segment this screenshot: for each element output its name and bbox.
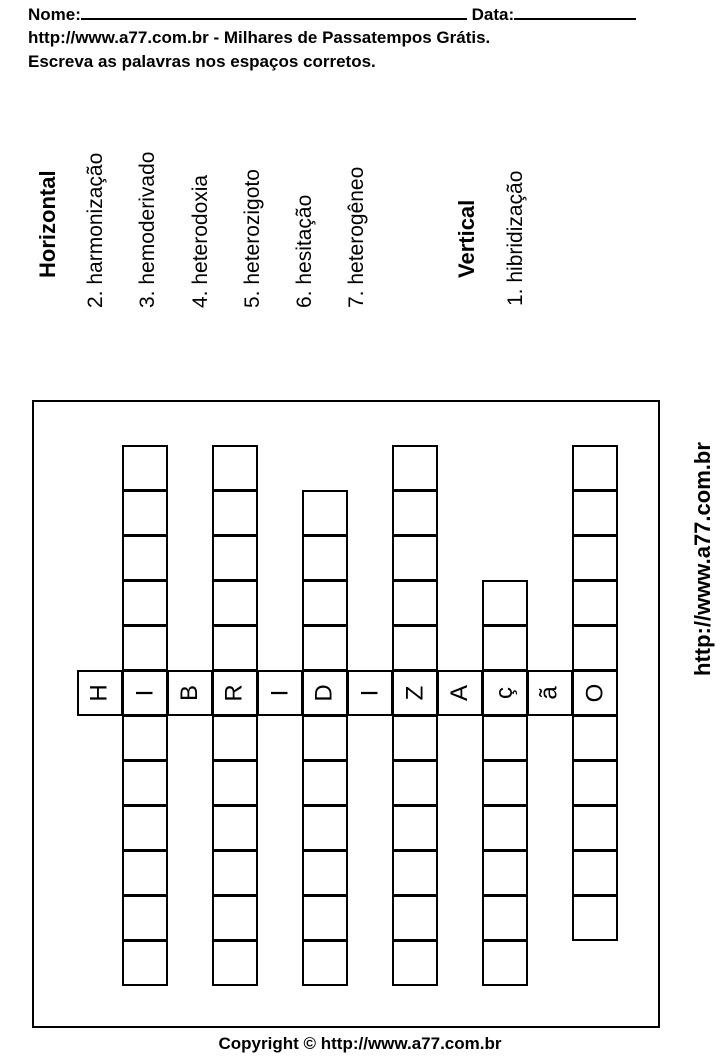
grid-cell[interactable]	[302, 805, 348, 851]
vertical-title: Vertical	[454, 199, 479, 278]
grid-cell[interactable]	[482, 805, 528, 851]
solution-cell[interactable]	[437, 670, 483, 716]
vertical-clue: 1. hibridização	[504, 170, 527, 306]
solution-letter: D	[311, 684, 338, 702]
horizontal-title: Horizontal	[35, 170, 60, 278]
name-label: Nome:	[28, 5, 81, 24]
grid-cell[interactable]	[392, 445, 438, 491]
grid-cell[interactable]	[302, 940, 348, 986]
date-label: Data:	[471, 5, 515, 24]
grid-cell[interactable]	[212, 760, 258, 806]
copyright-footer: Copyright © http://www.a77.com.br	[218, 1034, 502, 1053]
grid-cell[interactable]	[482, 895, 528, 941]
side-url: http://www.a77.com.br	[690, 442, 715, 676]
grid-cell[interactable]	[572, 850, 618, 896]
solution-letter: ã	[535, 686, 563, 700]
grid-cell[interactable]	[572, 490, 618, 536]
grid-cell[interactable]	[122, 445, 168, 491]
grid-cell[interactable]	[482, 625, 528, 671]
grid-cell[interactable]	[212, 895, 258, 941]
grid-cell[interactable]	[212, 490, 258, 536]
instruction: Escreva as palavras nos espaços corretos.	[28, 52, 376, 71]
grid-cell[interactable]	[122, 535, 168, 581]
grid-cell[interactable]	[302, 715, 348, 761]
grid-cell[interactable]	[392, 625, 438, 671]
solution-cell[interactable]	[77, 670, 123, 716]
solution-cell[interactable]	[212, 670, 258, 716]
horizontal-clue: 2. harmonização	[84, 152, 107, 308]
grid-cell[interactable]	[302, 580, 348, 626]
grid-cell[interactable]	[302, 760, 348, 806]
name-field-line[interactable]	[81, 3, 467, 20]
grid-cell[interactable]	[482, 760, 528, 806]
grid-cell[interactable]	[392, 895, 438, 941]
solution-cell[interactable]	[257, 670, 303, 716]
grid-cell[interactable]	[482, 580, 528, 626]
grid-cell[interactable]	[212, 445, 258, 491]
grid-cell[interactable]	[392, 940, 438, 986]
grid-cell[interactable]	[572, 760, 618, 806]
solution-letter: Z	[400, 685, 428, 701]
grid-cell[interactable]	[212, 940, 258, 986]
solution-cell[interactable]	[347, 670, 393, 716]
grid-cell[interactable]	[572, 445, 618, 491]
grid-cell[interactable]	[302, 490, 348, 536]
grid-cell[interactable]	[302, 850, 348, 896]
grid-cell[interactable]	[392, 760, 438, 806]
grid-cell[interactable]	[572, 580, 618, 626]
solution-cell[interactable]	[122, 670, 168, 716]
solution-cell[interactable]	[482, 670, 528, 716]
grid-cell[interactable]	[212, 805, 258, 851]
solution-letter: I	[355, 689, 383, 697]
grid-cell[interactable]	[212, 715, 258, 761]
grid-cell[interactable]	[482, 850, 528, 896]
horizontal-clue: 5. heterozigoto	[241, 169, 264, 308]
grid-cell[interactable]	[392, 580, 438, 626]
grid-cell[interactable]	[572, 625, 618, 671]
solution-cell[interactable]	[392, 670, 438, 716]
grid-cell[interactable]	[572, 805, 618, 851]
solution-cell[interactable]	[167, 670, 213, 716]
grid-cell[interactable]	[122, 625, 168, 671]
grid-cell[interactable]	[482, 715, 528, 761]
grid-cell[interactable]	[302, 535, 348, 581]
solution-letter: O	[580, 683, 608, 703]
name-date-line	[28, 3, 636, 25]
solution-cell[interactable]	[302, 670, 348, 716]
horizontal-clue: 4. heterodoxia	[189, 174, 212, 308]
grid-cell[interactable]	[122, 895, 168, 941]
grid-cell[interactable]	[392, 850, 438, 896]
solution-letter: I	[130, 689, 158, 697]
solution-cell[interactable]	[527, 670, 573, 716]
grid-cell[interactable]	[122, 490, 168, 536]
grid-cell[interactable]	[122, 760, 168, 806]
grid-cell[interactable]	[302, 895, 348, 941]
horizontal-clue: 7. heterogêneo	[345, 166, 368, 308]
grid-cell[interactable]	[392, 490, 438, 536]
solution-cell[interactable]	[572, 670, 618, 716]
grid-cell[interactable]	[392, 805, 438, 851]
site-line: http://www.a77.com.br - Milhares de Passatempos Grátis.	[28, 28, 491, 47]
horizontal-clue: 6. hesitação	[293, 194, 316, 308]
grid-cell[interactable]	[572, 715, 618, 761]
grid-cell[interactable]	[392, 715, 438, 761]
grid-cell[interactable]	[122, 850, 168, 896]
grid-cell[interactable]	[302, 625, 348, 671]
solution-letter: R	[221, 684, 248, 702]
solution-letter: H	[86, 684, 113, 702]
solution-letter: A	[445, 684, 473, 702]
date-field-line[interactable]	[514, 3, 636, 20]
horizontal-clue: 3. hemoderivado	[136, 151, 159, 308]
grid-cell[interactable]	[392, 535, 438, 581]
grid-cell[interactable]	[122, 940, 168, 986]
solution-letter: B	[175, 684, 203, 702]
grid-cell[interactable]	[122, 580, 168, 626]
grid-cell[interactable]	[122, 715, 168, 761]
grid-cell[interactable]	[212, 535, 258, 581]
grid-cell[interactable]	[212, 850, 258, 896]
grid-cell[interactable]	[482, 940, 528, 986]
grid-cell[interactable]	[212, 625, 258, 671]
solution-letter: ç	[491, 687, 518, 699]
grid-cell[interactable]	[212, 580, 258, 626]
grid-cell[interactable]	[572, 895, 618, 941]
solution-letter: I	[265, 689, 293, 697]
grid-cell[interactable]	[572, 535, 618, 581]
grid-cell[interactable]	[122, 805, 168, 851]
